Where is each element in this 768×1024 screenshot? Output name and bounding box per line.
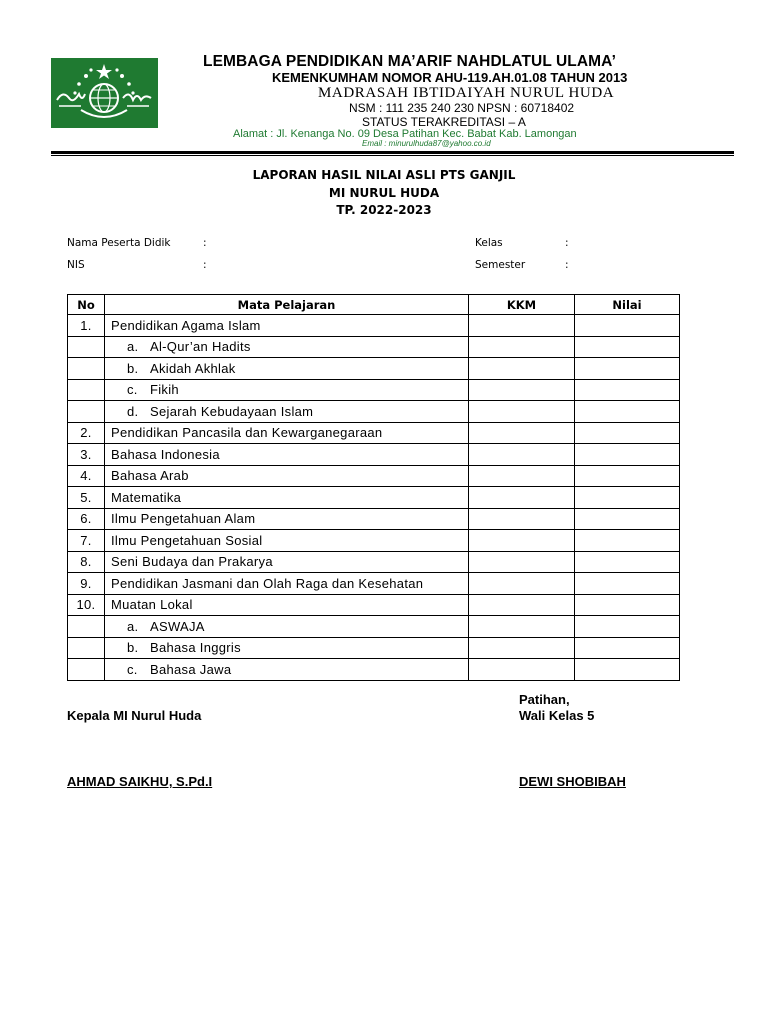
kkm-cell xyxy=(469,551,575,573)
kkm-cell xyxy=(469,616,575,638)
subject-cell xyxy=(105,379,469,401)
column-header-kkm: KKM xyxy=(469,295,575,315)
table-row xyxy=(68,379,680,401)
row-number: 5. xyxy=(68,487,105,509)
sub-item-letter: d. xyxy=(127,403,139,419)
table-row xyxy=(68,573,680,595)
sub-item-letter: c. xyxy=(127,382,138,398)
kkm-cell xyxy=(469,637,575,659)
subject-cell xyxy=(105,637,469,659)
subject-name: Bahasa Inggris xyxy=(150,640,241,656)
nu-logo-icon xyxy=(51,58,158,128)
teacher-name: DEWI SHOBIBAH xyxy=(519,774,626,789)
kkm-cell xyxy=(469,358,575,380)
table-row xyxy=(68,659,680,681)
subject-name: Bahasa Arab xyxy=(105,465,469,487)
kkm-cell xyxy=(469,487,575,509)
score-cell xyxy=(575,487,680,509)
row-number: 8. xyxy=(68,551,105,573)
table-row xyxy=(68,487,680,509)
row-number xyxy=(68,336,105,358)
table-row xyxy=(68,401,680,423)
row-number xyxy=(68,637,105,659)
row-number: 9. xyxy=(68,573,105,595)
header-divider-thin xyxy=(51,155,734,156)
row-number: 1. xyxy=(68,315,105,337)
score-cell xyxy=(575,637,680,659)
sub-item-letter: c. xyxy=(127,661,138,677)
signature-place: Patihan, xyxy=(519,692,570,707)
table-header-row xyxy=(68,295,680,315)
table-row xyxy=(68,444,680,466)
kkm-cell xyxy=(469,379,575,401)
kkm-cell xyxy=(469,659,575,681)
report-title: LAPORAN HASIL NILAI ASLI PTS GANJIL xyxy=(252,168,516,182)
table-row xyxy=(68,422,680,444)
score-cell xyxy=(575,573,680,595)
kkm-cell xyxy=(469,422,575,444)
subject-name: Sejarah Kebudayaan Islam xyxy=(150,403,314,419)
subject-name: Bahasa Jawa xyxy=(150,661,232,677)
score-cell xyxy=(575,379,680,401)
table-row xyxy=(68,465,680,487)
registration-number: KEMENKUMHAM NOMOR AHU-119.AH.01.08 TAHUN 2013 xyxy=(272,70,628,85)
table-row xyxy=(68,530,680,552)
row-number: 2. xyxy=(68,422,105,444)
score-cell xyxy=(575,358,680,380)
table-row xyxy=(68,594,680,616)
kkm-cell xyxy=(469,530,575,552)
column-header-no: No xyxy=(68,295,105,315)
subject-name: Pendidikan Jasmani dan Olah Raga dan Kesehatan xyxy=(105,573,469,595)
teacher-title: Wali Kelas 5 xyxy=(519,708,595,723)
score-cell xyxy=(575,401,680,423)
kkm-cell xyxy=(469,573,575,595)
row-number xyxy=(68,659,105,681)
subject-name: Bahasa Indonesia xyxy=(105,444,469,466)
class-colon: : xyxy=(565,237,569,249)
semester-label: Semester xyxy=(475,259,526,271)
kkm-cell xyxy=(469,444,575,466)
kkm-cell xyxy=(469,336,575,358)
sub-item-letter: b. xyxy=(127,640,139,656)
headmaster-title: Kepala MI Nurul Huda xyxy=(67,708,202,723)
subject-cell xyxy=(105,336,469,358)
row-number xyxy=(68,379,105,401)
table-row xyxy=(68,551,680,573)
school-name: MADRASAH IBTIDAIYAH NURUL HUDA xyxy=(318,85,615,101)
score-cell xyxy=(575,508,680,530)
row-number xyxy=(68,358,105,380)
kkm-cell xyxy=(469,594,575,616)
report-year: TP. 2022-2023 xyxy=(336,203,432,217)
subject-name: Fikih xyxy=(150,382,179,398)
row-number: 4. xyxy=(68,465,105,487)
subject-name: Ilmu Pengetahuan Sosial xyxy=(105,530,469,552)
kkm-cell xyxy=(469,315,575,337)
column-header-score: Nilai xyxy=(575,295,680,315)
kkm-cell xyxy=(469,401,575,423)
subject-name: Matematika xyxy=(105,487,469,509)
student-name-label: Nama Peserta Didik xyxy=(67,237,171,249)
score-cell xyxy=(575,616,680,638)
row-number xyxy=(68,401,105,423)
row-number: 3. xyxy=(68,444,105,466)
score-cell xyxy=(575,465,680,487)
subject-name: Pendidikan Pancasila dan Kewarganegaraan xyxy=(105,422,469,444)
table-row xyxy=(68,336,680,358)
sub-item-letter: b. xyxy=(127,360,139,376)
table-row xyxy=(68,616,680,638)
column-header-subject: Mata Pelajaran xyxy=(105,295,469,315)
class-label: Kelas xyxy=(475,237,503,249)
table-row xyxy=(68,637,680,659)
row-number xyxy=(68,616,105,638)
nis-colon: : xyxy=(203,259,207,271)
score-cell xyxy=(575,594,680,616)
sub-item-letter: a. xyxy=(127,618,139,634)
subject-cell xyxy=(105,616,469,638)
row-number: 7. xyxy=(68,530,105,552)
nsm-npsn: NSM : 111 235 240 230 NPSN : 60718402 xyxy=(349,101,575,115)
score-cell xyxy=(575,422,680,444)
score-cell xyxy=(575,336,680,358)
row-number: 6. xyxy=(68,508,105,530)
subject-name: Pendidikan Agama Islam xyxy=(105,315,469,337)
subject-name: Al-Qur’an Hadits xyxy=(150,339,251,355)
score-cell xyxy=(575,315,680,337)
score-cell xyxy=(575,530,680,552)
nis-label: NIS xyxy=(67,259,85,271)
score-cell xyxy=(575,551,680,573)
semester-colon: : xyxy=(565,259,569,271)
school-email: Email : minurulhuda87@yahoo.co.id xyxy=(362,139,491,148)
subject-cell xyxy=(105,401,469,423)
subject-name: Ilmu Pengetahuan Alam xyxy=(105,508,469,530)
subject-cell xyxy=(105,659,469,681)
subject-name: Akidah Akhlak xyxy=(150,360,236,376)
subject-name: ASWAJA xyxy=(150,618,205,634)
table-row xyxy=(68,508,680,530)
score-cell xyxy=(575,444,680,466)
score-cell xyxy=(575,659,680,681)
subject-name: Muatan Lokal xyxy=(105,594,469,616)
row-number: 10. xyxy=(68,594,105,616)
school-address: Alamat : Jl. Kenanga No. 09 Desa Patihan Kec. Babat Kab. Lamongan xyxy=(233,128,577,140)
kkm-cell xyxy=(469,508,575,530)
subject-cell xyxy=(105,358,469,380)
sub-item-letter: a. xyxy=(127,339,139,355)
institution-name: LEMBAGA PENDIDIKAN MA’ARIF NAHDLATUL ULAMA’ xyxy=(203,53,617,70)
grades-table xyxy=(67,294,680,681)
kkm-cell xyxy=(469,465,575,487)
headmaster-name: AHMAD SAIKHU, S.Pd.I xyxy=(67,774,213,789)
table-row xyxy=(68,315,680,337)
student-name-colon: : xyxy=(203,237,207,249)
subject-name: Seni Budaya dan Prakarya xyxy=(105,551,469,573)
accreditation-status: STATUS TERAKREDITASI – A xyxy=(362,115,526,129)
report-school: MI NURUL HUDA xyxy=(328,186,440,200)
header-divider xyxy=(51,151,734,154)
table-row xyxy=(68,358,680,380)
